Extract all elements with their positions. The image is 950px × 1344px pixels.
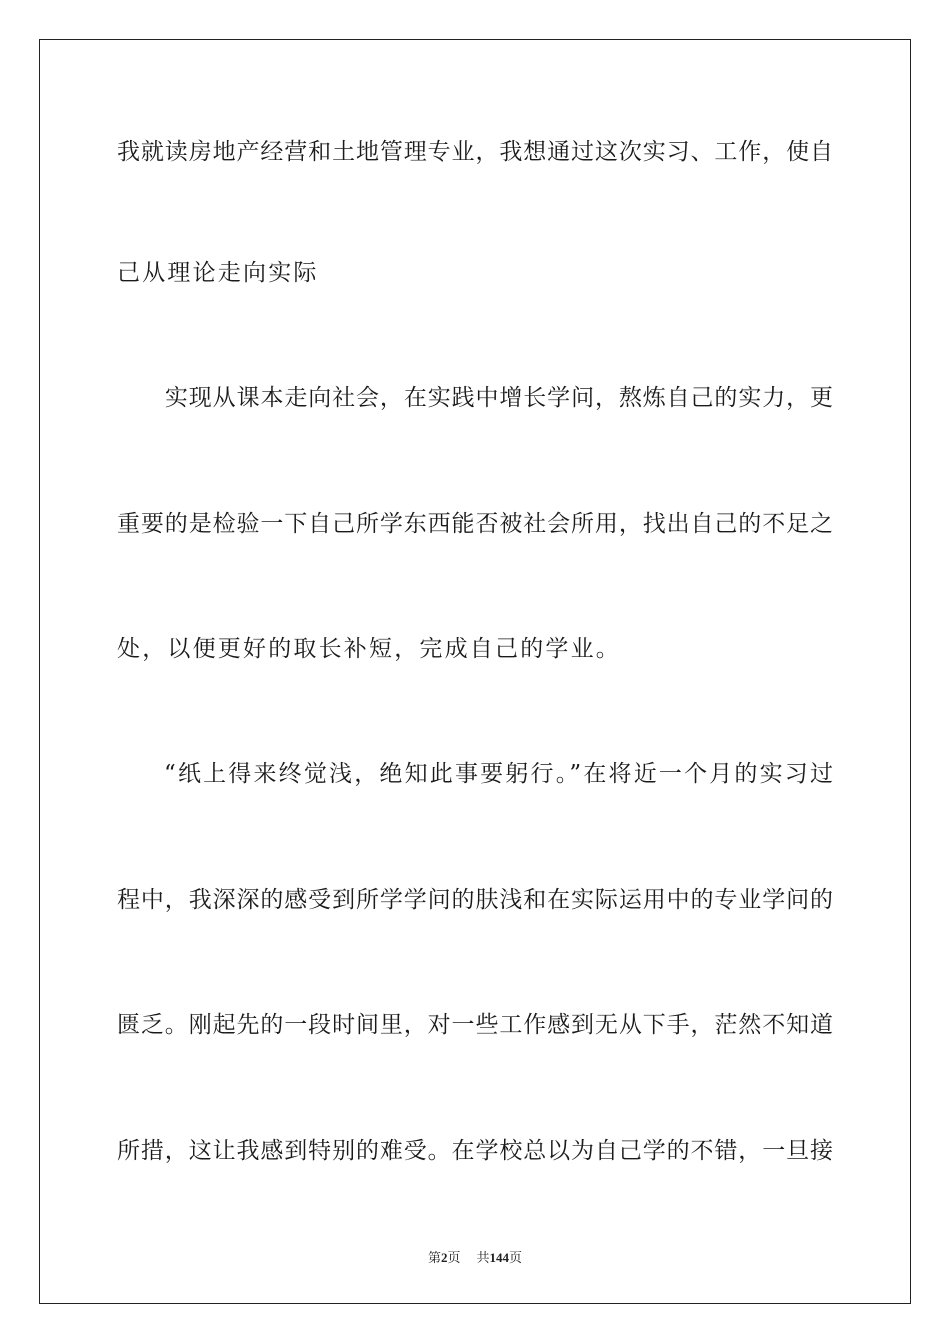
page-footer	[0, 1247, 950, 1266]
paragraph-3-line-2: 程中，我深深的感受到所学学问的肤浅和在实际运用中的专业学问的	[117, 887, 833, 913]
paragraph-3-line-1-text: “纸上得来终觉浅，绝知此事要躬行。”在将近一个月的实习过	[164, 761, 833, 787]
paragraph-2-line-2: 重要的是检验一下自己所学东西能否被社会所用，找出自己的不足之	[117, 511, 833, 537]
paragraph-1-line-2: 己从理论走向实际	[117, 260, 319, 286]
paragraph-1-line-1: 我就读房地产经营和土地管理专业，我想通过这次实习、工作，使自	[117, 139, 833, 165]
paragraph-2-line-1-text: 实现从课本走向社会，在实践中增长学问，熬炼自己的实力，更	[164, 385, 833, 411]
total-prefix: 共	[476, 1250, 490, 1265]
paragraph-3-line-1	[117, 759, 833, 789]
page-prefix: 第	[427, 1250, 441, 1265]
paragraph-3-line-3: 匮乏。刚起先的一段时间里，对一些工作感到无从下手，茫然不知道	[117, 1012, 833, 1038]
paragraph-3-line-4: 所措，这让我感到特别的难受。在学校总以为自己学的不错，一旦接	[117, 1138, 833, 1164]
paragraph-2-line-3: 处，以便更好的取长补短，完成自己的学业。	[117, 636, 621, 662]
paragraph-2-line-1	[117, 383, 833, 413]
total-suffix: 页	[509, 1250, 523, 1265]
total-pages: 144	[489, 1250, 510, 1265]
page-suffix: 页	[447, 1250, 461, 1265]
page-number: 2	[440, 1250, 448, 1265]
page-border	[39, 39, 911, 1304]
